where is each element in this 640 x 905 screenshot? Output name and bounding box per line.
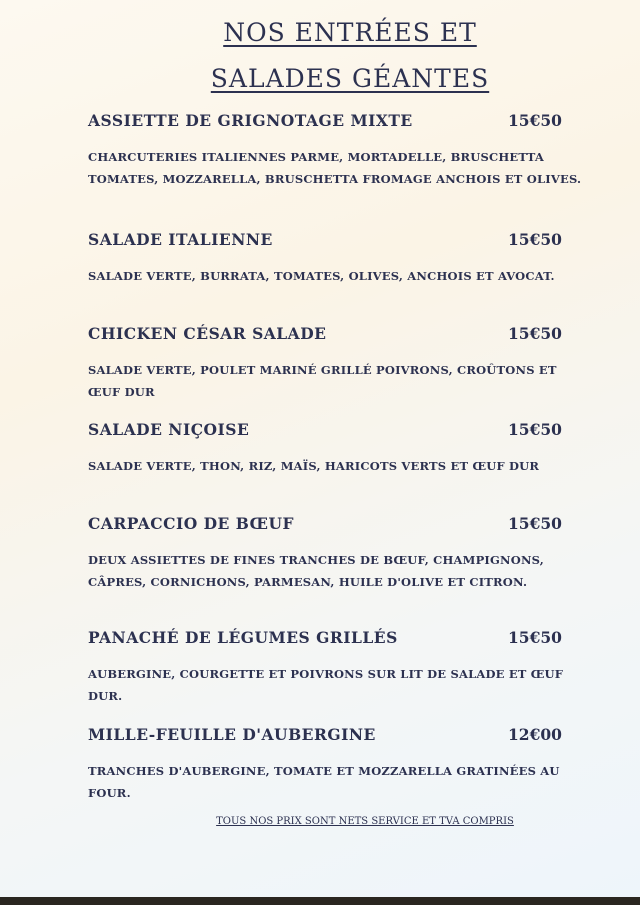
item-name: CHICKEN CÉSAR SALADE [88,324,327,343]
item-name: PANACHÉ DE LÉGUMES GRILLÉS [88,628,398,647]
menu-item [88,324,588,403]
item-description: SALADE VERTE, THON, RIZ, MAÏS, HARICOTS VERTS ET ŒUF DUR [88,459,540,473]
item-price: 15€50 [508,111,562,130]
item-description: TRANCHES D'AUBERGINE, TOMATE ET MOZZARELLA GRATINÉES AU FOUR. [88,764,560,800]
item-price: 15€50 [508,230,562,249]
menu-title-line1: NOS ENTRÉES ET [223,18,477,47]
item-description: CHARCUTERIES ITALIENNES PARME, MORTADELLE, BRUSCHETTA TOMATES, MOZZARELLA, BRUSCHETTA FROMAGE ANCHOIS ET OLIVES. [88,150,582,186]
item-price: 15€50 [508,628,562,647]
item-description: SALADE VERTE, POULET MARINÉ GRILLÉ POIVRONS, CROÛTONS ET ŒUF DUR [88,363,557,399]
item-price: 12€00 [508,725,562,744]
item-name: ASSIETTE DE GRIGNOTAGE MIXTE [88,111,413,130]
item-description: DEUX ASSIETTES DE FINES TRANCHES DE BŒUF, CHAMPIGNONS, CÂPRES, CORNICHONS, PARMESAN, HUILE D'OLIVE ET CITRON. [88,553,544,589]
menu-item [88,111,588,190]
item-price: 15€50 [508,514,562,533]
item-name: CARPACCIO DE BŒUF [88,514,294,533]
menu-title-line2: SALADES GÉANTES [210,64,490,93]
menu-item [88,230,588,287]
menu-item [88,420,588,477]
item-description: SALADE VERTE, BURRATA, TOMATES, OLIVES, ANCHOIS ET AVOCAT. [88,269,555,283]
item-price: 15€50 [508,324,562,343]
item-description: AUBERGINE, COURGETTE ET POIVRONS SUR LIT DE SALADE ET ŒUF DUR. [88,667,564,703]
item-name: MILLE-FEUILLE D'AUBERGINE [88,725,376,744]
item-price: 15€50 [508,420,562,439]
table-edge [0,897,640,905]
menu-item [88,628,588,707]
menu-item [88,725,588,804]
item-name: SALADE ITALIENNE [88,230,273,249]
item-name: SALADE NIÇOISE [88,420,250,439]
price-footnote: TOUS NOS PRIX SONT NETS SERVICE ET TVA COMPRIS [216,816,514,827]
menu-item [88,514,588,593]
